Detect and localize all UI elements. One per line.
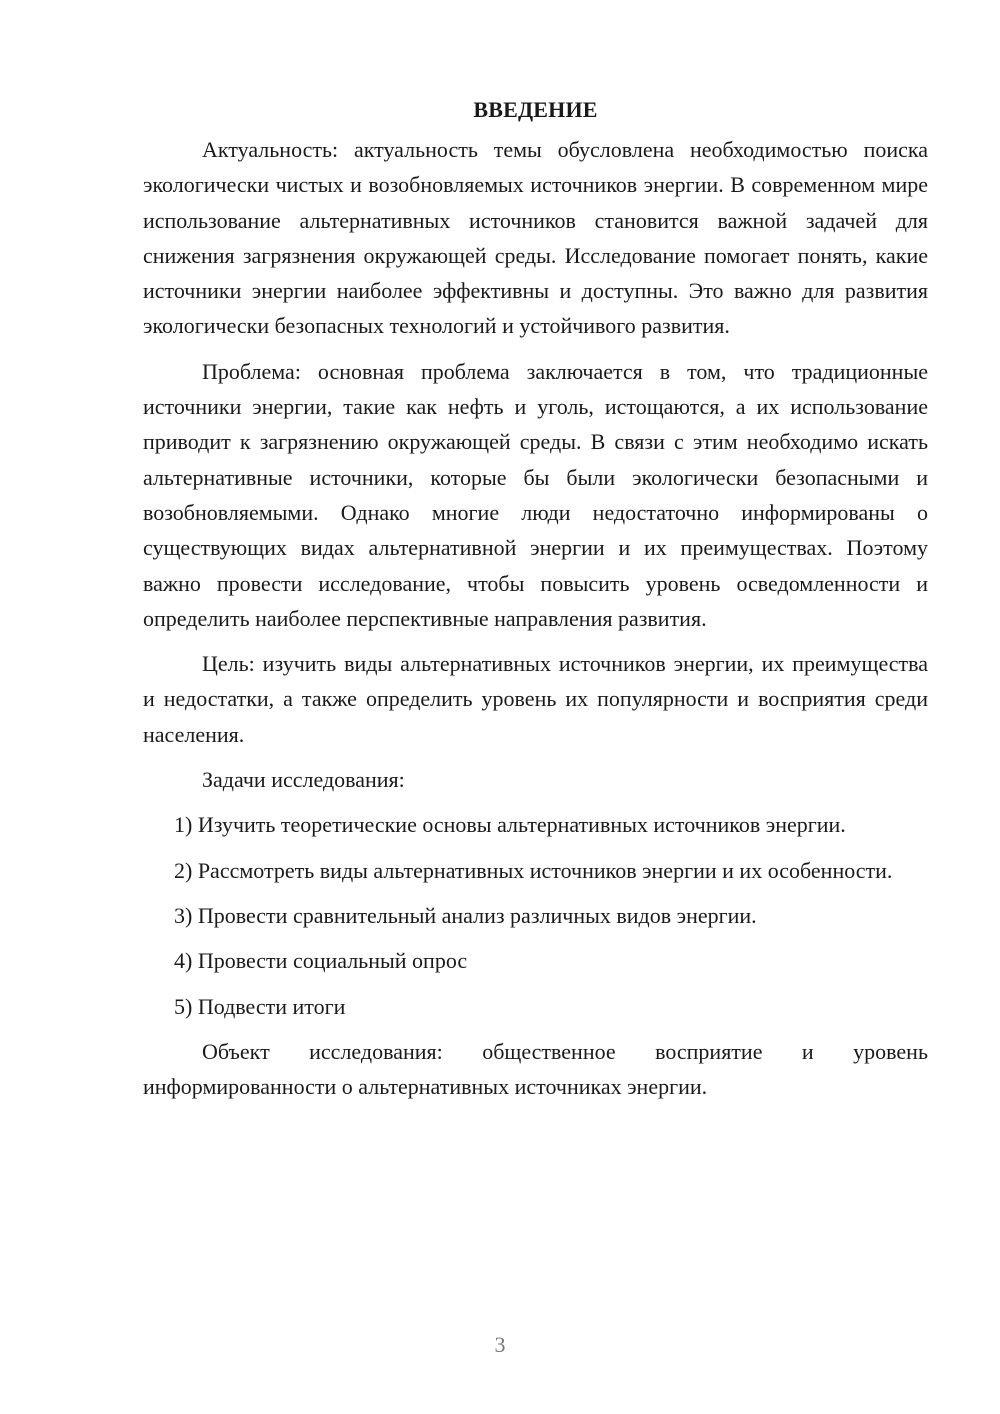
paragraph-relevance: Актуальность: актуальность темы обусловлена необходимостью поиска экологически чистых и возобновляемых источников энергии. В современном мире использование альтернативных источников становится важной задачей для снижения загрязнения окружающей среды. Исследование помогает понять, какие источники энергии наиболее эффективны и доступны. Это важно для развития экологически безопасных технологий и устойчивого развития. [143,137,928,339]
paragraph-goal: Цель: изучить виды альтернативных источников энергии, их преимущества и недостатки, а также определить уровень их популярности и восприятия среди населения. [143,651,928,747]
task-item-5: 5) Подвести итоги [174,993,346,1019]
task-item-1: 1) Изучить теоретические основы альтернативных источников энергии. [174,812,846,838]
task-item-4: 4) Провести социальный опрос [174,948,468,974]
paragraph-problem: Проблема: основная проблема заключается в том, что традиционные источники энергии, такие как нефть и уголь, истощаются, а их использование приводит к загрязнению окружающей среды. В связи с этим необходимо искать альтернативные источники, которые бы были экологически безопасными и возобновляемыми. Однако многие люди недостаточно информированы о существующих видах альтернативной энергии и их преимуществах. Поэтому важно провести исследование, чтобы повысить уровень осведомленности и определить наиболее перспективные направления развития. [143,358,928,631]
document-page [143,92,928,1114]
page-number: 3 [494,1332,506,1357]
section-heading: ВВЕДЕНИЕ [473,97,598,122]
paragraph-object: Объект исследования: общественное восприятие и уровень информированности о альтернативных источниках энергии. [143,1038,928,1100]
task-item-2: 2) Рассмотреть виды альтернативных источников энергии и их особенности. [174,857,893,883]
tasks-title: Задачи исследования: [202,767,405,793]
task-item-3: 3) Провести сравнительный анализ различных видов энергии. [174,902,757,928]
